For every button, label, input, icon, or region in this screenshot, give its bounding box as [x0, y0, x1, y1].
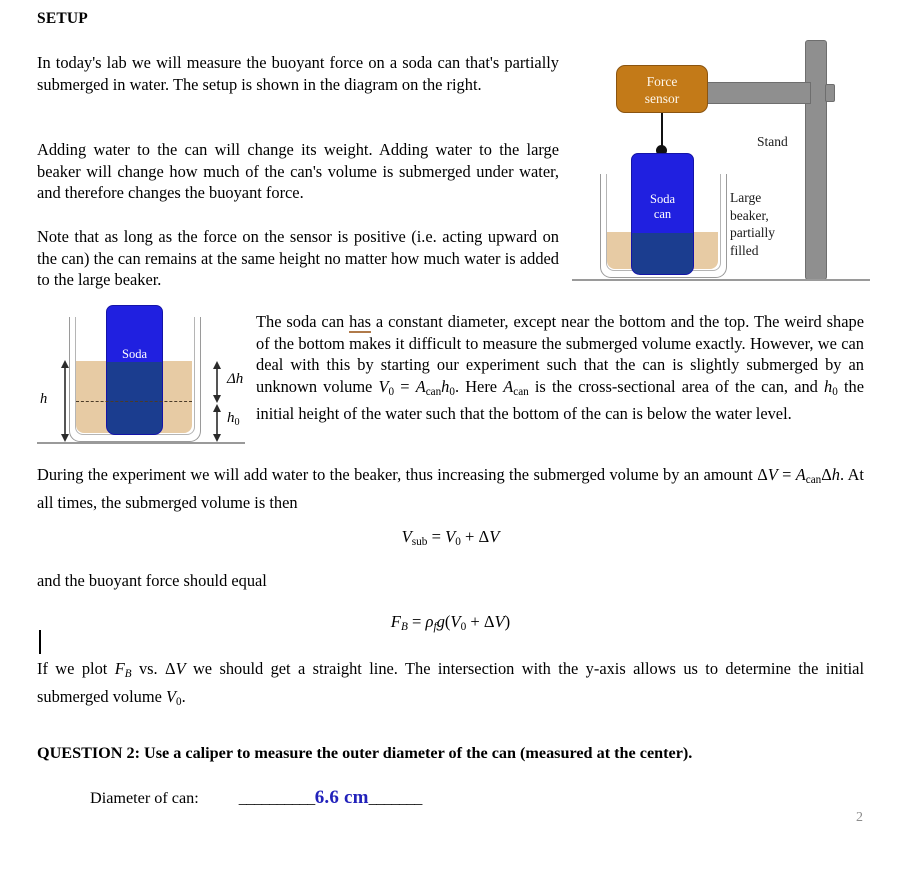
- force-sensor-label-line1: Force: [646, 74, 678, 89]
- eq2-rho: = ρ: [407, 612, 434, 631]
- h-arrow-icon: [58, 360, 72, 442]
- p4-text-b: a constant diameter, except near the bottom and the top. The weird shape of the bottom makes it difficult to measure the submerged volume exactly. However, we can deal with this by starting our experiment such that the can is slightly submerged by an unknown volume: [256, 312, 864, 396]
- p5-text-a: During the experiment we will add water to the beaker, thus increasing the submerged volume by an amount: [37, 465, 758, 484]
- label-h0-subscript: 0: [234, 416, 240, 428]
- soda-can-shape: [631, 153, 694, 275]
- paragraph-plot: [37, 658, 864, 713]
- p4-math-v0: $V_0 = A_{can}h_0$: [378, 376, 455, 398]
- paragraph-buoyant-force-lead: and the buoyant force should equal: [37, 571, 267, 590]
- force-sensor-box: [616, 65, 708, 113]
- p4-text-a: The soda can: [256, 312, 350, 331]
- figure-heights: [37, 300, 252, 452]
- eq1-tail: + ΔV: [460, 527, 500, 546]
- p4-text-e: the initial height of the water such that the bottom of the can is below the water level.: [256, 376, 865, 424]
- eq2-f-sub: B: [400, 621, 408, 634]
- eq1-v0-sub: 0: [455, 536, 461, 549]
- soda-can-label-line1: Soda: [650, 192, 675, 206]
- stand-label: Stand: [757, 134, 788, 149]
- paragraph-can-diameter: [256, 311, 864, 425]
- answer-blank-after: _______: [368, 789, 422, 807]
- stand-knob-icon: [825, 84, 835, 102]
- diameter-field-label: Diameter of can:: [90, 789, 199, 807]
- grammar-flagged-word: has: [349, 312, 371, 331]
- label-h0: [227, 410, 240, 428]
- soda-can-label: [632, 192, 693, 222]
- beaker-label-line3: partially: [730, 225, 775, 240]
- p5-math-dv: $\Delta V = A_{can}\Delta h$: [757, 465, 840, 487]
- stand-arm-icon: [705, 82, 811, 104]
- heights-ground-line: [37, 442, 245, 444]
- p4-math-h0: $h_0$: [824, 376, 838, 398]
- label-h0-base: h: [227, 410, 235, 426]
- stand-post-icon: [805, 40, 827, 280]
- paragraph-intro: In today's lab we will measure the buoyant force on a soda can that's partially submerged in water. The setup is shown in the diagram on the right.: [37, 53, 559, 94]
- delta-h-arrow-icon: [210, 361, 224, 403]
- text-cursor-caret: [39, 630, 41, 654]
- beaker-label: [730, 189, 775, 259]
- soda-can-label-line2: can: [653, 207, 672, 221]
- soda-can-submerged-part: [631, 233, 694, 274]
- beaker-label-line1: Large: [730, 190, 762, 205]
- force-sensor-label-line2: sensor: [644, 90, 680, 106]
- question-2-prompt: QUESTION 2: Use a caliper to measure the outer diameter of the can (measured at the center).: [37, 744, 693, 762]
- p4-text-d: is the cross-sectional area of the can, and: [528, 376, 825, 396]
- label-delta-h: Δh: [227, 371, 244, 387]
- h0-arrow-icon: [210, 404, 224, 442]
- p7-math-fb: FB: [114, 659, 132, 681]
- eq1-eq: =: [427, 527, 446, 546]
- p7-math-v0: $V_0$: [165, 686, 182, 708]
- heights-soda-can-shape: [106, 305, 163, 435]
- beaker-label-line2: beaker,: [730, 207, 769, 223]
- p7-text-a: If we plot: [37, 659, 115, 678]
- label-h: h: [40, 391, 48, 407]
- page-number: 2: [856, 810, 863, 825]
- equation-submerged-volume: $V_{sub} = V_0 + \Delta V$: [401, 527, 500, 549]
- p7-text-d: .: [181, 686, 186, 706]
- paragraph-during-experiment: [37, 464, 864, 513]
- diameter-answer-value[interactable]: 6.6 cm: [314, 787, 369, 808]
- eq2-f: F: [390, 612, 401, 631]
- p7-math-dv: ΔV: [165, 659, 186, 678]
- paragraph-force-note: Note that as long as the force on the sensor is positive (i.e. acting upward on the can) the can remains at the same height no matter how much water is added to the large beaker.: [37, 227, 559, 289]
- p5-text-b: . At all times, the submerged volume is then: [37, 465, 864, 512]
- paragraph-adding-water: Adding water to the can will change its weight. Adding water to the large beaker will change how much of the can's volume is submerged under water, and therefore changes the buoyant force.: [37, 140, 559, 202]
- heights-soda-can-label: Soda: [122, 347, 147, 361]
- eq1-v-sub: sub: [411, 536, 428, 549]
- p4-math-acan: $A_{can}$: [503, 376, 529, 398]
- p7-text-b: vs.: [131, 659, 166, 678]
- answer-blank-before: __________: [238, 789, 315, 807]
- initial-water-level-dashed-line: [76, 401, 192, 402]
- ground-line: [572, 279, 870, 281]
- eq2-rho-sub: f: [433, 621, 437, 634]
- p4-text-c: . Here: [454, 376, 504, 396]
- eq1-v: V: [401, 527, 412, 546]
- equation-buoyant-force: [37, 612, 864, 633]
- beaker-label-line4: filled: [730, 242, 759, 258]
- page-title: SETUP: [37, 10, 88, 27]
- heights-soda-can-submerged-part: [106, 362, 163, 434]
- eq2-rest: $g(V_0 + \Delta V)$: [436, 612, 511, 634]
- figure-apparatus: [572, 32, 902, 290]
- p7-text-c: we should get a straight line. The intersection with the y-axis allows us to determine the initial submerged volume: [37, 659, 865, 706]
- diameter-answer-row: [90, 787, 422, 809]
